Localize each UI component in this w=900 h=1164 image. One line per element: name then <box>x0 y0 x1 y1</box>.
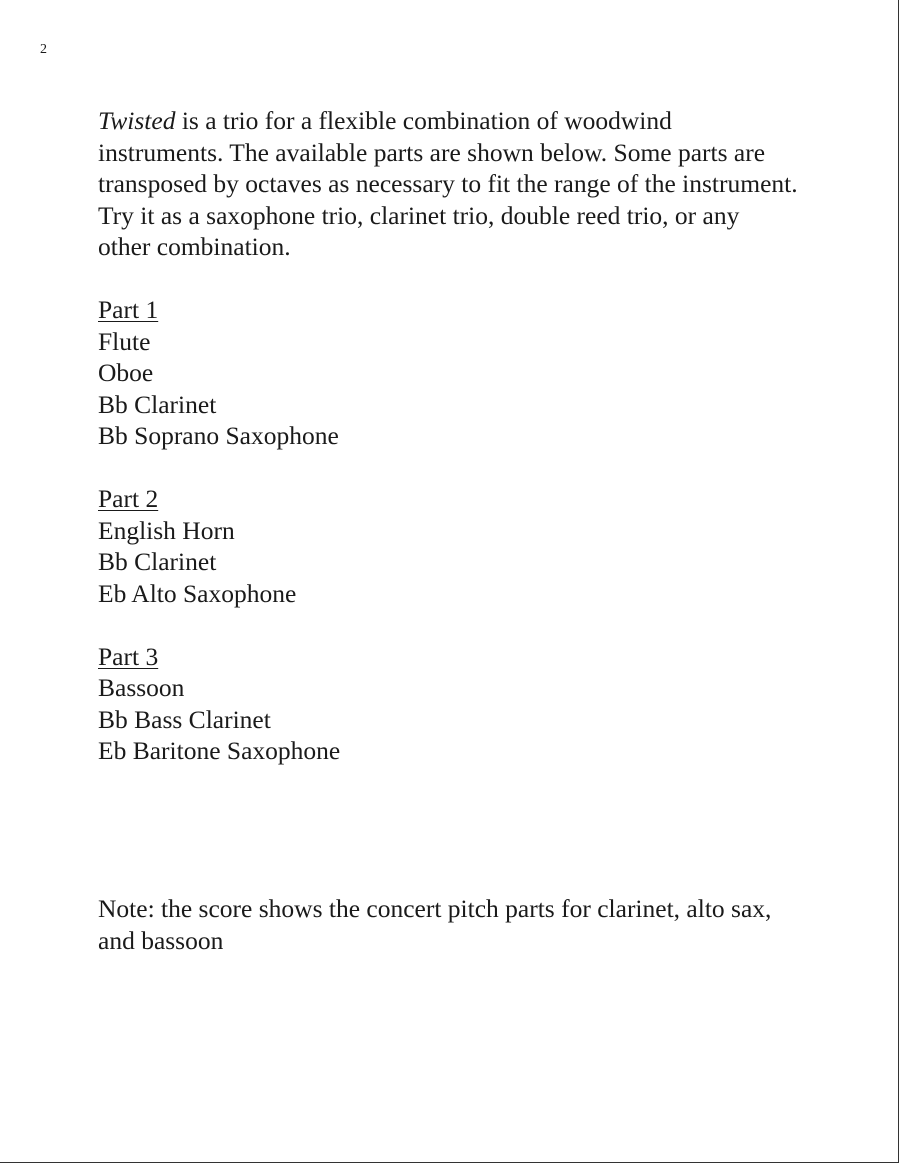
part-2-section <box>98 483 798 609</box>
part-2-instrument: English Horn <box>98 515 235 545</box>
part-2-heading: Part 2 <box>98 484 159 513</box>
part-1-instrument: Oboe <box>98 358 154 387</box>
part-1-section <box>98 294 798 452</box>
part-3-instrument: Bassoon <box>98 673 185 702</box>
intro-text: is a trio for a flexible combination of woodwind instruments. The available parts are shown below. Some parts are transposed by octaves as necessary to fit the range of the instrument. Try it as a saxophone trio, clarinet trio, double reed trio, or any other combination. <box>98 106 798 261</box>
part-3-section <box>98 641 798 767</box>
intro-paragraph <box>98 105 798 263</box>
part-3-heading: Part 3 <box>98 641 159 671</box>
piece-title: Twisted <box>98 106 176 135</box>
score-note: Note: the score shows the concert pitch parts for clarinet, alto sax, and bassoon <box>98 894 772 955</box>
page-number: 2 <box>40 42 47 57</box>
part-2-instrument: Bb Clarinet <box>98 547 217 576</box>
part-3-instrument: Bb Bass Clarinet <box>98 704 271 734</box>
part-1-instrument: Bb Clarinet <box>98 389 217 419</box>
part-1-instrument: Bb Soprano Saxophone <box>98 421 339 450</box>
page-content <box>98 105 798 767</box>
part-1-heading: Part 1 <box>98 295 159 324</box>
part-1-instrument: Flute <box>98 326 151 356</box>
part-3-instrument: Eb Baritone Saxophone <box>98 736 341 765</box>
part-2-instrument: Eb Alto Saxophone <box>98 578 297 608</box>
